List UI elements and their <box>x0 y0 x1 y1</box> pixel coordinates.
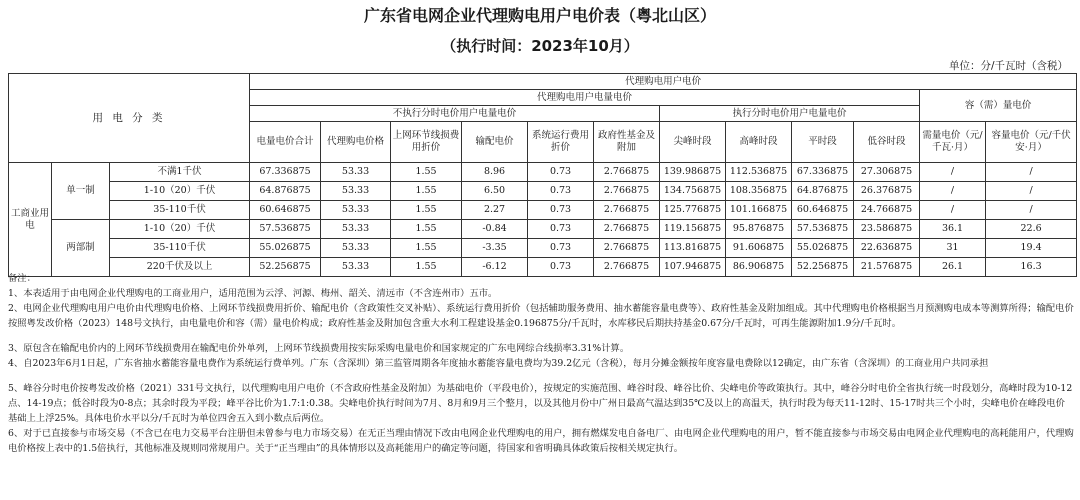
tou-header: 执行分时电价用户电量电价 <box>660 106 920 122</box>
cell: 64.876875 <box>792 182 854 201</box>
cell: 1.55 <box>391 258 462 277</box>
cell: 52.256875 <box>250 258 321 277</box>
non-tou-header: 不执行分时电价用户电量电价 <box>250 106 660 122</box>
cell: / <box>986 163 1077 182</box>
cell: 57.536875 <box>792 220 854 239</box>
cell: 113.816875 <box>660 239 726 258</box>
cell: 16.3 <box>986 258 1077 277</box>
unit-label: 单位：分/千瓦时（含税） <box>948 60 1068 72</box>
cell: 1.55 <box>391 220 462 239</box>
cell: -6.12 <box>462 258 528 277</box>
agency-price-header: 代理购电用户电价 <box>250 74 1077 90</box>
subgroup-single: 单一制 <box>52 163 110 220</box>
col-header: 系统运行费用折价 <box>528 122 594 163</box>
cell: 134.756875 <box>660 182 726 201</box>
col-header: 容量电价（元/千伏安·月） <box>986 122 1077 163</box>
cell: 101.166875 <box>726 201 792 220</box>
cell: 57.536875 <box>250 220 321 239</box>
cell: / <box>986 182 1077 201</box>
cell: 22.6 <box>986 220 1077 239</box>
cell: 139.986875 <box>660 163 726 182</box>
cell: 107.946875 <box>660 258 726 277</box>
cell: 53.33 <box>321 182 391 201</box>
cell: 0.73 <box>528 220 594 239</box>
cell: 112.536875 <box>726 163 792 182</box>
col-header: 低谷时段 <box>854 122 920 163</box>
note-item: 4、自2023年6月1日起，广东省抽水蓄能容量电费作为系统运行费单列。广东（含深圳）第三监管周期各年度抽水蓄能容量电费均为39.2亿元（含税），每月分摊金额按年度容量电费除以12确定，由广东省（含深圳）的工商业用户共同承担 <box>8 358 989 369</box>
cell: 1.55 <box>391 201 462 220</box>
cell: 6.50 <box>462 182 528 201</box>
col-header: 尖峰时段 <box>660 122 726 163</box>
cell: 53.33 <box>321 258 391 277</box>
cell: 52.256875 <box>792 258 854 277</box>
cell: 8.96 <box>462 163 528 182</box>
voltage-label: 220千伏及以上 <box>110 258 250 277</box>
cell: 64.876875 <box>250 182 321 201</box>
voltage-label: 1-10（20）千伏 <box>110 220 250 239</box>
table-row <box>9 201 1077 220</box>
cell: 24.766875 <box>854 201 920 220</box>
price-table <box>8 73 1077 277</box>
cell: / <box>986 201 1077 220</box>
col-header: 政府性基金及附加 <box>594 122 660 163</box>
page-title: 广东省电网企业代理购电用户电价表（粤北山区） <box>363 6 716 25</box>
cell: 95.876875 <box>726 220 792 239</box>
subgroup-two: 两部制 <box>52 220 110 277</box>
cell: 1.55 <box>391 182 462 201</box>
group-label: 工商业用电 <box>9 163 52 277</box>
cell: 23.586875 <box>854 220 920 239</box>
note-item: 3、原包含在输配电价内的上网环节线损费用在输配电价外单列，上网环节线损费用按实际采购电量电价和国家规定的广东电网综合线损率3.31%计算。 <box>8 343 630 354</box>
energy-price-header: 代理购电用户电量电价 <box>250 90 920 106</box>
notes-section <box>8 271 1074 456</box>
col-header: 需量电价（元/千瓦·月） <box>920 122 986 163</box>
col-header: 上网环节线损费用折价 <box>391 122 462 163</box>
capacity-price-header: 容（需）量电价 <box>920 90 1077 122</box>
voltage-label: 1-10（20）千伏 <box>110 182 250 201</box>
cell: 2.766875 <box>594 163 660 182</box>
table-row <box>9 163 1077 182</box>
col-header: 高峰时段 <box>726 122 792 163</box>
cell: 119.156875 <box>660 220 726 239</box>
note-item: 1、本表适用于由电网企业代理购电的工商业用户，适用范围为云浮、河源、梅州、韶关、清远市（不含连州市）五市。 <box>8 288 498 299</box>
cell: 86.906875 <box>726 258 792 277</box>
table-row <box>9 182 1077 201</box>
col-header: 电量电价合计 <box>250 122 321 163</box>
cell: 60.646875 <box>792 201 854 220</box>
cell: / <box>920 163 986 182</box>
cell: 31 <box>920 239 986 258</box>
category-header: 用 电 分 类 <box>9 74 250 163</box>
cell: 0.73 <box>528 182 594 201</box>
voltage-label: 35-110千伏 <box>110 201 250 220</box>
cell: 27.306875 <box>854 163 920 182</box>
col-header: 平时段 <box>792 122 854 163</box>
cell: 2.766875 <box>594 239 660 258</box>
cell: -3.35 <box>462 239 528 258</box>
cell: 2.766875 <box>594 220 660 239</box>
cell: 53.33 <box>321 201 391 220</box>
notes-heading: 备注： <box>8 273 36 284</box>
cell: 125.776875 <box>660 201 726 220</box>
note-item: 6、对于已直接参与市场交易（不含已在电力交易平台注册但未曾参与电力市场交易）在无正当理由情况下改由电网企业代理购电的用户，拥有燃煤发电自备电厂、由电网企业代理购电的用户，暂不能直接参与市场交易由电网企业代理购电的高耗能用户，代理购电价格按上表中的1.5倍执行，其他标准及规则同常规用户。关于“正当理由”的具体情形以及高耗能用户的确定等问题，待国家和省明确具体政策后按相关规定执行。 <box>8 428 1074 454</box>
cell: 19.4 <box>986 239 1077 258</box>
table-row <box>9 220 1077 239</box>
voltage-label: 不满1千伏 <box>110 163 250 182</box>
cell: 53.33 <box>321 220 391 239</box>
cell: 2.766875 <box>594 182 660 201</box>
cell: 2.27 <box>462 201 528 220</box>
cell: 2.766875 <box>594 201 660 220</box>
cell: 53.33 <box>321 163 391 182</box>
cell: 36.1 <box>920 220 986 239</box>
cell: 0.73 <box>528 201 594 220</box>
cell: / <box>920 201 986 220</box>
cell: 0.73 <box>528 163 594 182</box>
cell: 91.606875 <box>726 239 792 258</box>
cell: 21.576875 <box>854 258 920 277</box>
cell: -0.84 <box>462 220 528 239</box>
note-item: 5、峰谷分时电价按粤发改价格（2021）331号文执行，以代理购电用户电价（不含政府性基金及附加）为基础电价（平段电价），按规定的实施范围、峰谷时段、峰谷比价、尖峰电价等政策执行。其中，峰谷分时电价全省执行统一时段划分，高峰时段为10-12点、14-19点；低谷时段为0-8点；其余时段为平段；峰平谷比价为1.7:1:0.38。尖峰电价执行时间为7月、8月和9月三个整月，以及其他月份中广州日最高气温达到35℃及以上的高温天，执行时段为每天11-12时、15-17时共三个小时，尖峰电价在峰段电价基础上上浮25%。具体电价水平以分/千瓦时为单位四舍五入到小数点后两位。 <box>8 383 1073 424</box>
cell: / <box>920 182 986 201</box>
cell: 0.73 <box>528 258 594 277</box>
cell: 1.55 <box>391 163 462 182</box>
table-row <box>9 239 1077 258</box>
cell: 26.1 <box>920 258 986 277</box>
cell: 0.73 <box>528 239 594 258</box>
cell: 1.55 <box>391 239 462 258</box>
cell: 55.026875 <box>792 239 854 258</box>
cell: 60.646875 <box>250 201 321 220</box>
col-header: 输配电价 <box>462 122 528 163</box>
page-subtitle: （执行时间：2023年10月） <box>441 37 639 55</box>
cell: 26.376875 <box>854 182 920 201</box>
col-header: 代理购电价格 <box>321 122 391 163</box>
cell: 55.026875 <box>250 239 321 258</box>
cell: 67.336875 <box>250 163 321 182</box>
cell: 53.33 <box>321 239 391 258</box>
cell: 22.636875 <box>854 239 920 258</box>
cell: 67.336875 <box>792 163 854 182</box>
cell: 2.766875 <box>594 258 660 277</box>
note-item: 2、电网企业代理购电用户电价由代理购电价格、上网环节线损费用折价、输配电价（含政策性交叉补贴）、系统运行费用折价（包括辅助服务费用、抽水蓄能容量电费等）、政府性基金及附加组成。其中代理购电价格根据当月预测购电成本等测算所得；输配电价按照粤发改价格（2023）148号文执行，由电量电价和容（需）量电价构成；政府性基金及附加包含重大水利工程建设基金0.196875分/千瓦时，水库移民后期扶持基金0.67分/千瓦时，可再生能源附加1.9分/千瓦时。 <box>8 303 1074 329</box>
cell: 108.356875 <box>726 182 792 201</box>
voltage-label: 35-110千伏 <box>110 239 250 258</box>
